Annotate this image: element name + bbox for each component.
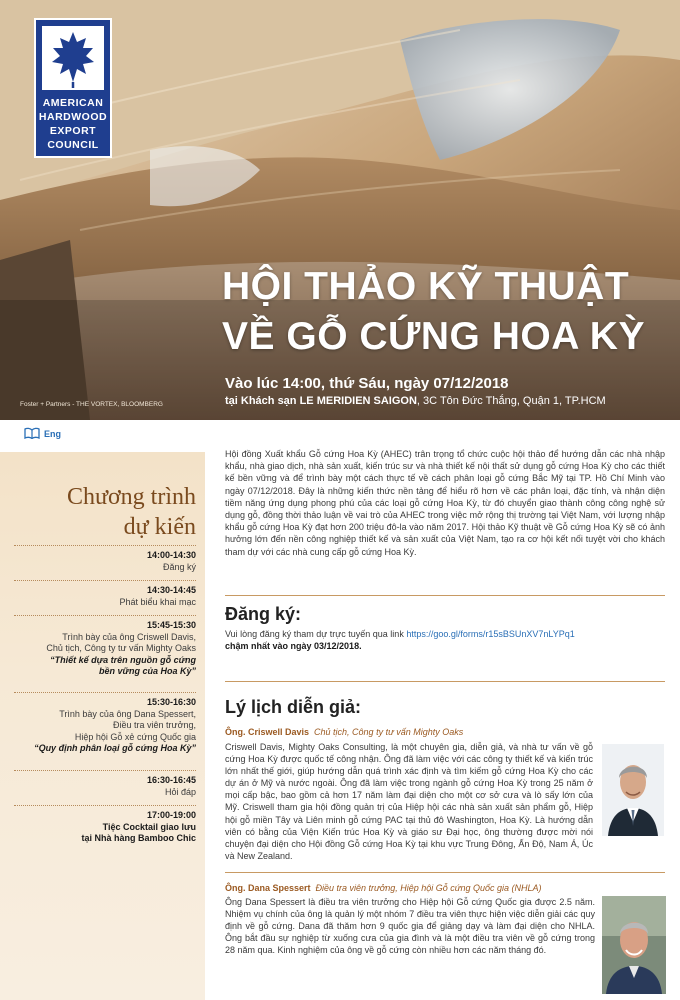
- speaker-2-role: Điều tra viên trưởng, Hiệp hội Gỗ cứng Quốc gia (NHLA): [315, 883, 542, 893]
- schedule-item: 14:00-14:30 Đăng ký: [146, 550, 196, 572]
- photo-credit: Foster + Partners - THE VORTEX, BLOOMBERG: [20, 401, 163, 408]
- registration-link[interactable]: https://goo.gl/forms/r15sBSUnXV7nLYPq1: [406, 629, 575, 639]
- divider: [14, 580, 196, 581]
- registration-block: Vui lòng đăng ký tham dự trực tuyến qua link https://goo.gl/forms/r15sBSUnXV7nLYPq1 chậm nhất vào ngày 03/12/2018.: [225, 629, 575, 651]
- divider: [225, 681, 665, 682]
- registration-heading: Đăng ký:: [225, 604, 302, 624]
- divider: [14, 692, 196, 693]
- schedule-item: 15:45-15:30 Trình bày của ông Criswell Davis, Chủ tịch, Công ty tư vấn Mighty Oaks “Thiết kế dựa trên nguồn gỗ cứng bền vững của Hoa Kỳ”: [46, 620, 196, 676]
- ahec-logo: [34, 18, 112, 158]
- speaker-1-role: Chủ tịch, Công ty tư vấn Mighty Oaks: [314, 727, 464, 737]
- speaker-2-photo: [602, 896, 666, 994]
- speaker-2-bio: Ông Dana Spessert là điều tra viên trưởng cho Hiệp hội Gỗ cứng Quốc gia được 2.5 năm. Nhiệm vụ chính của ông là quản lý một nhóm 7 điều tra viên thực hiện việc diễn giải các quy định về gỗ cứng. Dana đã thăm hơn 9 quốc gia để giảng dạy và làm đại diện cho NHLA. Ông bắt đầu sự nghiệp từ xuống cưa của gia đình và là một điều tra viên về gỗ cứng trong 28 năm qua. Kinh nghiệm của ông về gỗ cứng còn nhiều hơn các năm tháng đó.: [225, 897, 595, 956]
- oak-leaf-icon: [42, 26, 104, 90]
- event-title: [222, 262, 645, 362]
- schedule-item: 14:30-14:45 Phát biểu khai mạc: [119, 585, 196, 607]
- language-link-label: Eng: [44, 429, 61, 439]
- divider: [14, 545, 196, 546]
- title-line-2: VỀ GỖ CỨNG HOA KỲ: [222, 315, 645, 358]
- speaker-1-bio: Criswell Davis, Mighty Oaks Consulting, là một chuyên gia, diễn giả, và nhà tư vấn về gỗ cứng Hoa Kỳ được quốc tế công nhận. Ông đã làm việc với các công ty thiết kế và kiến trúc lớn nhất thế giới, giúp hướng dẫn quá trình xác định và tìm kiếm gỗ cứng Hoa Kỳ cho các dự án ở Mỹ và nước ngoài. Ông đã làm việc trong ngành gỗ cứng Hoa Kỳ trong 25 năm ở mọi cấp bậc, bao gồm cả hơn 17 năm làm đại diện cho một cơ sở cưa và lò sấy lớn của Mỹ. Criswell tham gia hội đồng quản trị của Hiệp hội các nhà sản xuất sản phẩm gỗ, Hiệp hội gỗ miền Tây và Liên minh gỗ cứng PAC tại thủ đô Washington, Hoa Kỳ. Là hướng dẫn viên có bằng của Viện Kiến trúc Hoa Kỳ và giáo sư Đại học, ông thường được mời nói chuyện đại diện cho Hội đồng Gỗ cứng Hoa Kỳ tại khu vực Trung Đông, Ấn Độ, Nam Á, Úc và New Zealand.: [225, 742, 593, 861]
- speaker-2-name: Ông. Dana Spessert: [225, 883, 311, 893]
- divider: [225, 872, 665, 873]
- language-link-eng[interactable]: [24, 427, 61, 441]
- logo-text: AMERICAN HARDWOOD EXPORT COUNCIL: [38, 97, 108, 151]
- event-location: tại Khách sạn LE MERIDIEN SAIGON, 3C Tôn Đức Thắng, Quận 1, TP.HCM: [225, 395, 606, 407]
- event-datetime: Vào lúc 14:00, thứ Sáu, ngày 07/12/2018: [225, 375, 509, 392]
- hero-banner: [0, 0, 680, 420]
- book-icon: [24, 427, 40, 441]
- speaker-1-photo: [602, 744, 664, 836]
- schedule-item: 15:30-16:30 Trình bày của ông Dana Spessert, Điều tra viên trưởng, Hiệp hội Gỗ xẻ cứng Quốc gia “Quy định phân loại gỗ cứng Hoa Kỳ”: [34, 697, 196, 753]
- program-heading: Chương trình dự kiến: [66, 484, 196, 540]
- divider: [14, 805, 196, 806]
- speaker-1-header: [225, 727, 463, 737]
- intro-paragraph: Hội đồng Xuất khẩu Gỗ cứng Hoa Kỳ (AHEC) trân trọng tổ chức cuộc hội thảo để hướng dẫn các nhà nhập khẩu, nhà giao dịch, nhà sản xuất, kiến trúc sư và nhà thiết kế nội thất sử dụng gỗ cứng Hoa Kỳ cho các thiết kế bền vững và để trình bày một cách thực tế về cách phân loại gỗ cứng Bắc Mỹ tại TP. Hồ Chí Minh vào ngày 07/12/2018. Đây là những kiến thức nền tảng để hiểu rõ hơn về các phân loại, đặc tính, và nhận diện tiềm năng ứng dụng phong phú của các loại gỗ cứng Hoa Kỳ, từ đó chuyển giao thành công công nghệ sử dụng gỗ, đồng thời thảo luận về vai trò của AHEC trong việc mở rộng thị trường tại Việt Nam, với lượng nhập khẩu gỗ cứng Hoa Kỳ đạt hơn 200 triệu đô-la vào năm 2017. Hội thảo Kỹ thuật về Gỗ cứng Hoa Kỳ sẽ có ảnh hưởng lớn đến nền công nghiệp thiết kế và sản xuất của Việt Nam, tạo ra cơ hội kết nối tuyệt vời cho khách tham dự với các nhà cung cấp gỗ cứng Hoa Kỳ.: [225, 449, 665, 557]
- divider: [14, 615, 196, 616]
- speaker-2-header: [225, 883, 541, 893]
- speaker-1-name: Ông. Criswell Davis: [225, 727, 310, 737]
- speakers-heading: Lý lịch diễn giả:: [225, 697, 362, 717]
- registration-deadline: chậm nhất vào ngày 03/12/2018.: [225, 641, 362, 651]
- divider: [225, 595, 665, 596]
- divider: [14, 770, 196, 771]
- title-line-1: HỘI THẢO KỸ THUẬT: [222, 265, 630, 308]
- schedule-item: 17:00-19:00 Tiệc Cocktail giao lưu tại Nhà hàng Bamboo Chic: [81, 810, 196, 843]
- schedule-item: 16:30-16:45 Hỏi đáp: [146, 775, 196, 797]
- program-sidebar: [0, 452, 205, 1000]
